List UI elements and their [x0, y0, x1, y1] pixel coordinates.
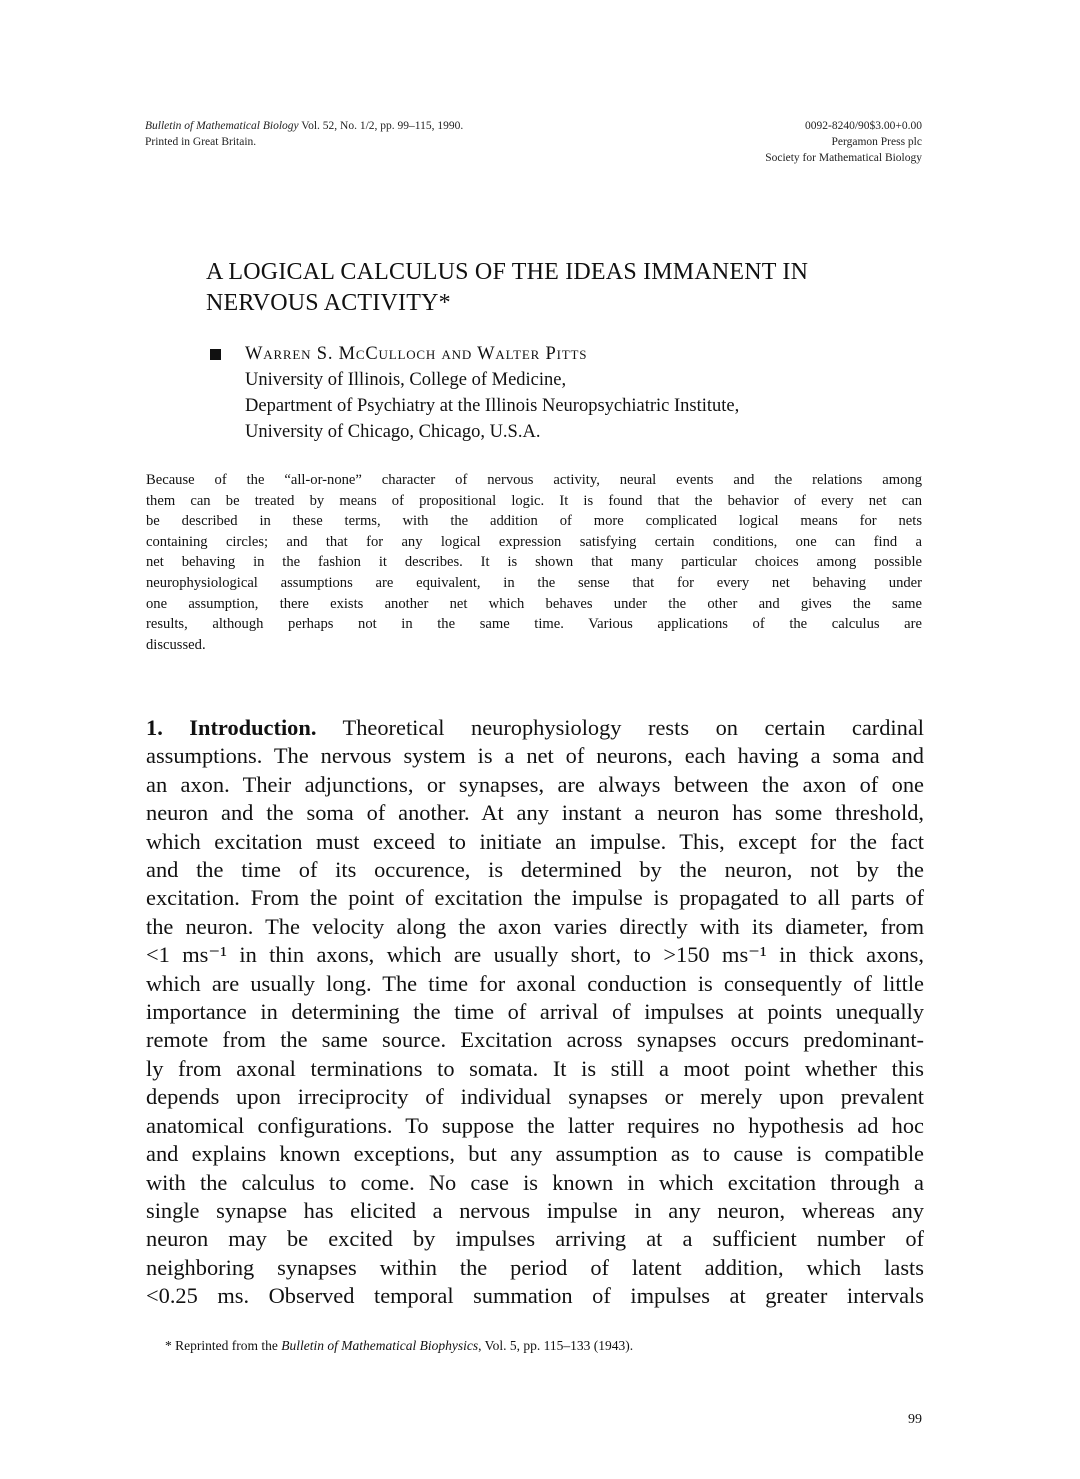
- affiliation-line: University of Illinois, College of Medicine,: [245, 370, 567, 390]
- abstract-line: be described in these terms, with the addition of more complicated logical means for nets: [146, 513, 922, 530]
- intro-line: ly from axonal terminations to somata. It is still a moot point whether this: [146, 1055, 924, 1081]
- journal-name: Bulletin of Mathematical Biology: [145, 120, 299, 132]
- intro-line: depends upon irreciprocity of individual synapses or merely upon prevalent: [146, 1084, 924, 1110]
- footnote: [165, 1337, 633, 1355]
- abstract-line: them can be treated by means of propositional logic. It is found that the behavior of every net can: [146, 492, 922, 509]
- intro-line: excitation. From the point of excitation the impulse is propagated to all parts of: [146, 885, 924, 911]
- intro-line: <1 ms⁻¹ in thin axons, which are usually short, to >150 ms⁻¹ in thick axons,: [146, 942, 924, 968]
- intro-first-line: [146, 714, 924, 742]
- issn-code: 0092-8240/90$3.00+0.00: [804, 120, 922, 132]
- intro-line: assumptions. The nervous system is a net of neurons, each having a soma and: [146, 743, 924, 769]
- intro-line: <0.25 ms. Observed temporal summation of impulses at greater intervals: [146, 1283, 924, 1309]
- section-heading: 1. Introduction.: [146, 715, 317, 740]
- abstract-line: results, although perhaps not in the same time. Various applications of the calculus are: [146, 616, 922, 633]
- abstract-line: discussed.: [146, 636, 206, 653]
- title-line-2: NERVOUS ACTIVITY*: [206, 290, 451, 316]
- author-names: Warren S. McCulloch and Walter Pitts: [245, 344, 588, 364]
- journal-citation: [145, 118, 463, 134]
- intro-line: anatomical configurations. To suppose the latter requires no hypothesis ad hoc: [146, 1112, 924, 1138]
- title-line-1: A LOGICAL CALCULUS OF THE IDEAS IMMANENT IN: [206, 259, 809, 285]
- intro-line: with the calculus to come. No case is known in which excitation through a: [146, 1169, 924, 1195]
- society: Society for Mathematical Biology: [765, 152, 922, 164]
- intro-line: neuron and the soma of another. At any instant a neuron has some threshold,: [146, 800, 924, 826]
- footnote-prefix: * Reprinted from the: [165, 1338, 282, 1353]
- intro-line: an axon. Their adjunctions, or synapses, are always between the axon of one: [146, 771, 924, 797]
- publisher: Pergamon Press plc: [831, 136, 922, 148]
- paper-title: [206, 257, 946, 319]
- intro-line: which are usually long. The time for axonal conduction is consequently of little: [146, 970, 924, 996]
- intro-line: importance in determining the time of arrival of impulses at points unequally: [146, 999, 924, 1025]
- page-number: 99: [908, 1412, 922, 1427]
- abstract-line: net behaving in the fashion it describes. It is shown that many particular choices among possible: [146, 554, 922, 571]
- journal-header-left: [145, 118, 463, 150]
- abstract-line: containing circles; and that for any logical expression satisfying certain conditions, one can find a: [146, 533, 922, 550]
- author-bullet-icon: [210, 349, 221, 360]
- intro-line: remote from the same source. Excitation across synapses occurs predominant-: [146, 1027, 924, 1053]
- affiliation-line: Department of Psychiatry at the Illinois Neuropsychiatric Institute,: [245, 396, 740, 416]
- intro-line: and the time of its occurence, is determined by the neuron, not by the: [146, 857, 924, 883]
- intro-line: the neuron. The velocity along the axon varies directly with its diameter, from: [146, 913, 924, 939]
- intro-line: and explains known exceptions, but any assumption as to cause is compatible: [146, 1141, 924, 1167]
- affiliation-line: University of Chicago, Chicago, U.S.A.: [245, 422, 541, 442]
- intro-line: single synapse has elicited a nervous impulse in any neuron, whereas any: [146, 1197, 924, 1223]
- introduction-section: [146, 714, 924, 1311]
- abstract-line: Because of the “all-or-none” character of nervous activity, neural events and the relations among: [146, 472, 922, 488]
- intro-line: which excitation must exceed to initiate an impulse. This, except for the fact: [146, 828, 924, 854]
- abstract-line: neurophysiological assumptions are equivalent, in the sense that for every net behaving under: [146, 574, 922, 591]
- intro-line: neuron may be excited by impulses arriving at a sufficient number of: [146, 1226, 924, 1252]
- journal-header-right: [765, 118, 922, 166]
- printed-location: Printed in Great Britain.: [145, 136, 257, 148]
- abstract: [146, 470, 922, 655]
- footnote-suffix: , Vol. 5, pp. 115–133 (1943).: [478, 1338, 634, 1353]
- author-block: [245, 341, 739, 445]
- intro-line: neighboring synapses within the period of latent addition, which lasts: [146, 1254, 924, 1280]
- journal-volume: Vol. 52, No. 1/2, pp. 99–115, 1990.: [298, 120, 464, 132]
- intro-text: Theoretical neurophysiology rests on certain cardinal: [342, 715, 924, 740]
- abstract-line: one assumption, there exists another net which behaves under the other and gives the same: [146, 595, 922, 612]
- footnote-journal: Bulletin of Mathematical Biophysics: [281, 1338, 479, 1353]
